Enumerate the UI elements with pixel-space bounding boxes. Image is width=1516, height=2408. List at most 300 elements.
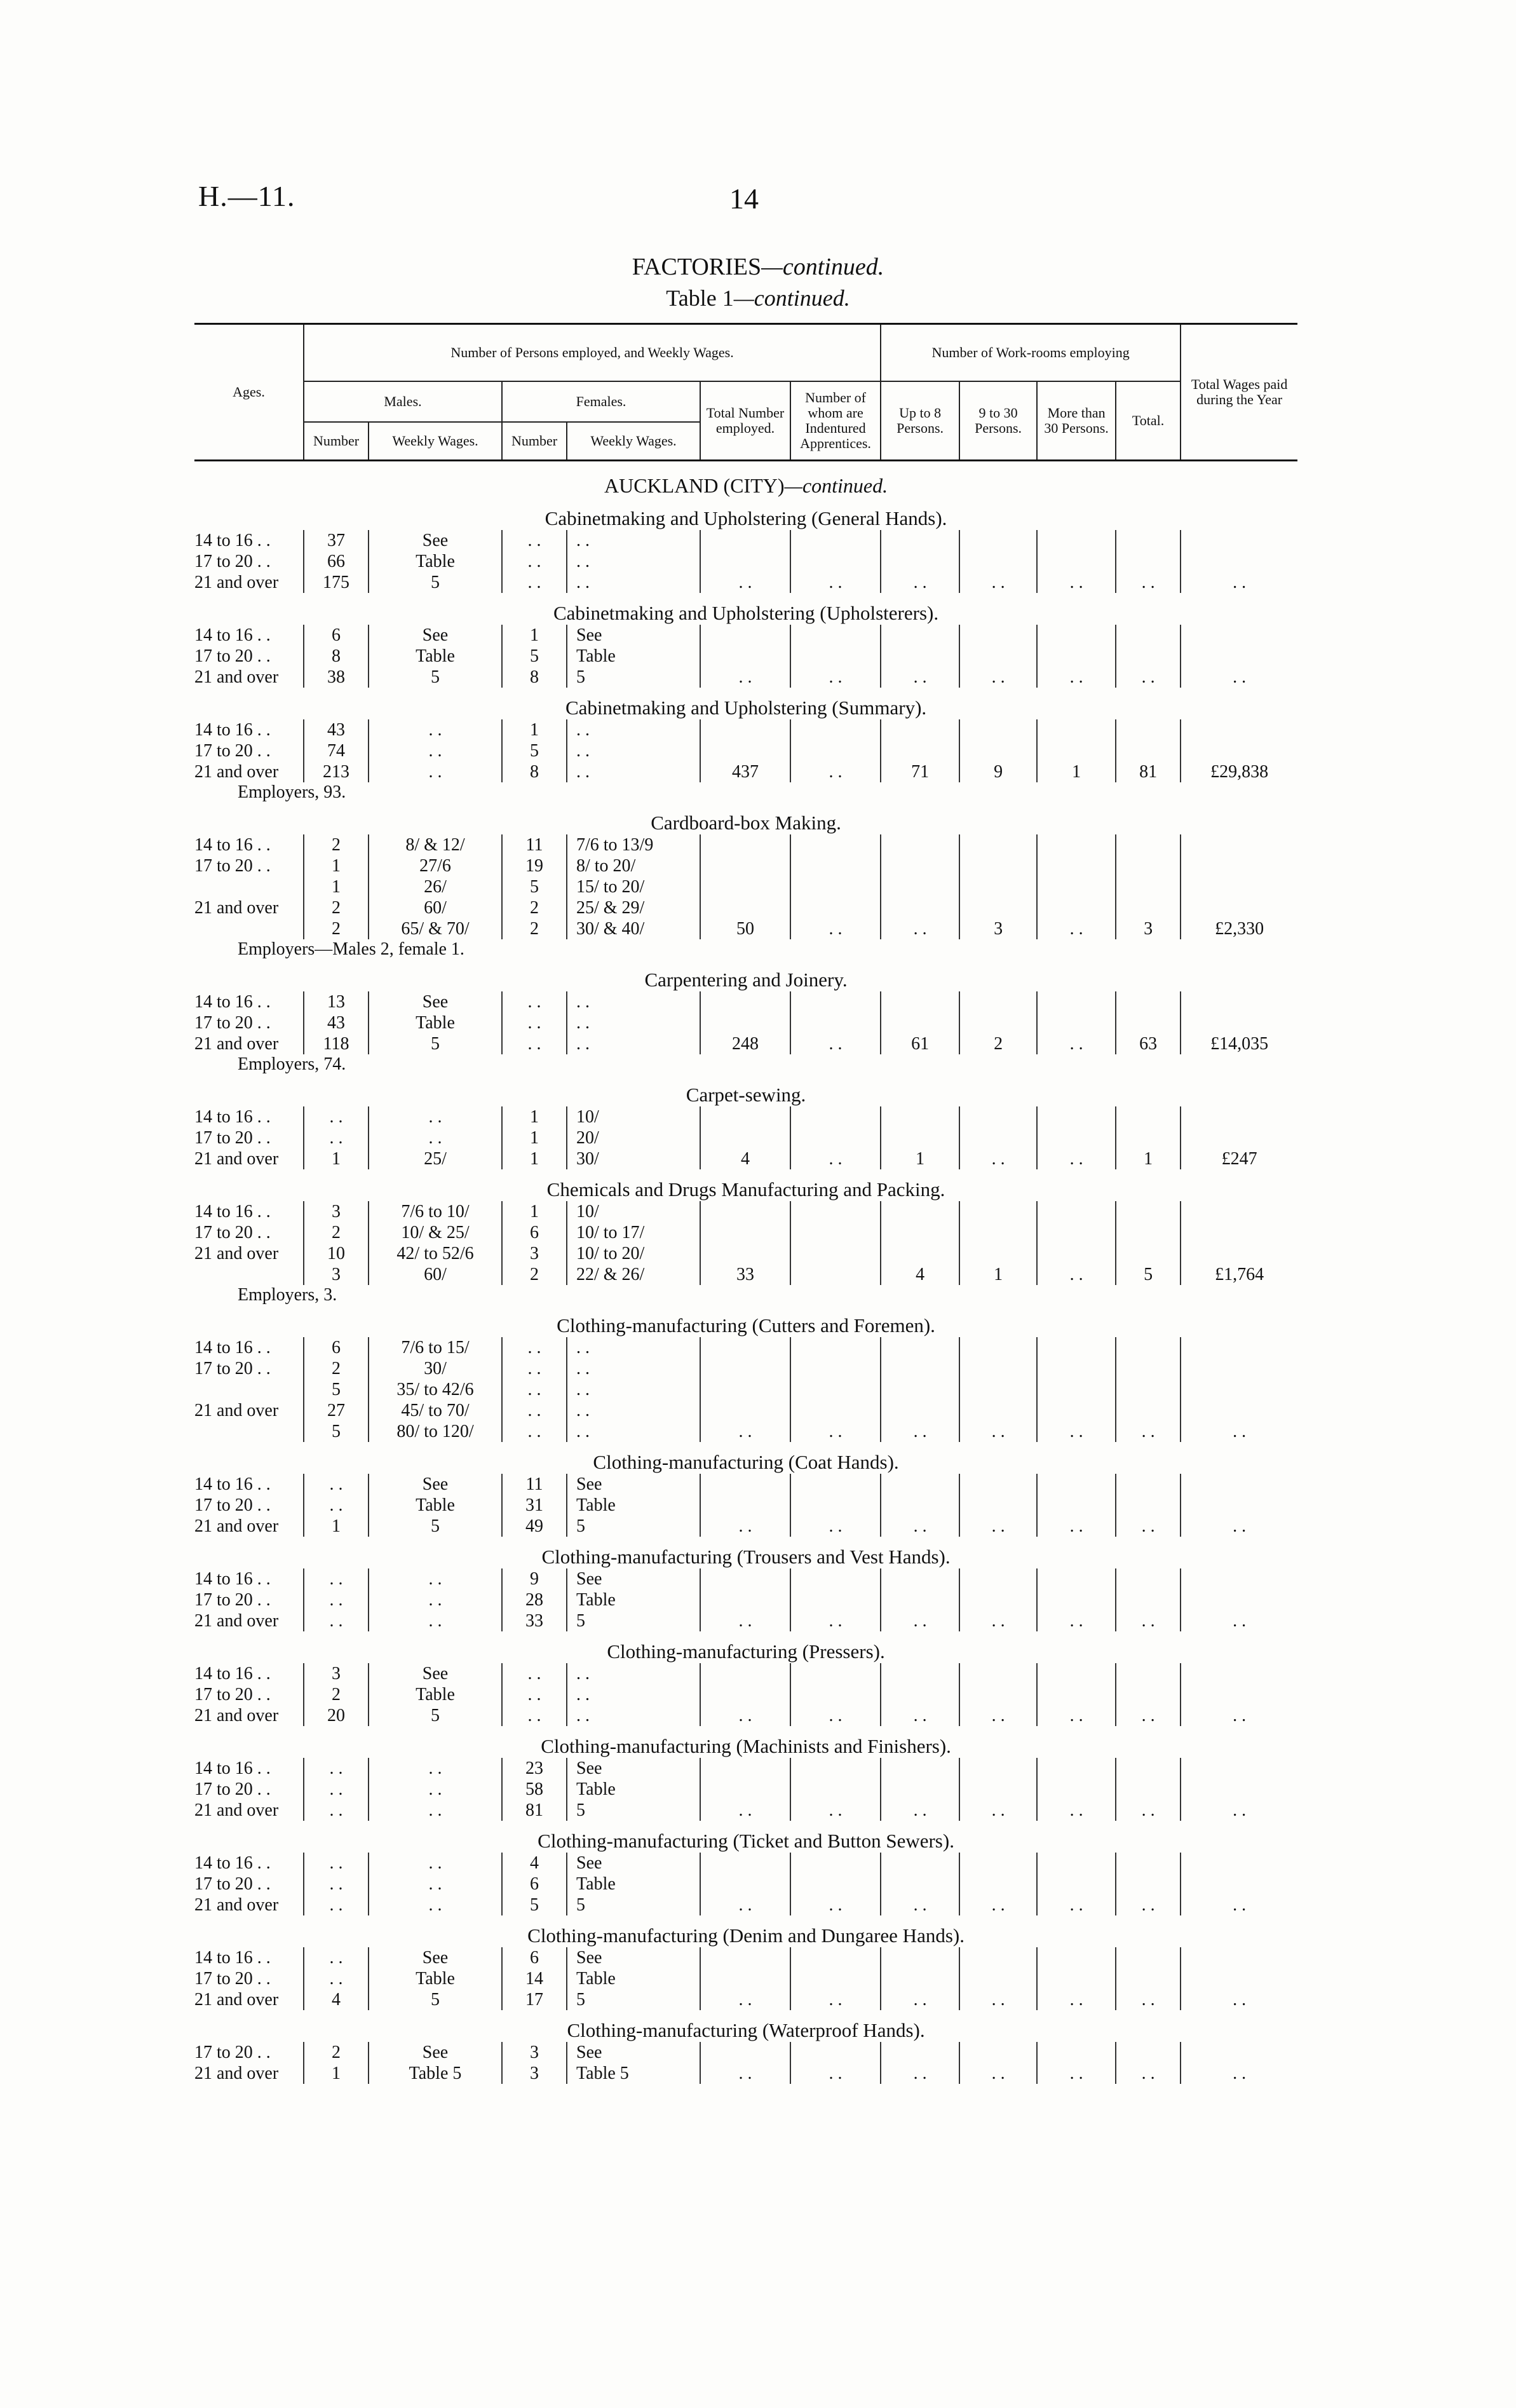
male-number-cell: 37 [304,530,369,551]
male-number-cell: . . [304,1758,369,1779]
female-wages-cell: 10/ [567,1106,700,1127]
more-than-30-cell [1037,1684,1116,1705]
female-number-cell: 49 [502,1516,567,1537]
up-to-8-cell [881,1474,959,1495]
female-number-cell: . . [502,1705,567,1726]
age-cell: 21 and over [194,1895,279,1915]
female-number-cell: 19 [502,855,567,876]
indentured-cell: . . [790,1148,881,1169]
indentured-cell [790,1012,881,1033]
up-to-8-cell [881,1779,959,1800]
age-cell: 17 to 20 . . [194,1874,271,1894]
table-row [194,1853,1297,1874]
more-than-30-cell [1037,1779,1116,1800]
up-to-8-cell [881,876,959,897]
age-cell: 17 to 20 . . [194,1685,271,1704]
total-employed-cell [700,1201,790,1222]
total-wages-cell [1181,551,1297,572]
female-number-cell: 1 [502,1148,567,1169]
workrooms-total-cell [1116,1201,1181,1222]
male-wages-cell: See [369,991,502,1012]
nine-to-30-cell [959,991,1037,1012]
total-wages-cell [1181,1243,1297,1264]
male-wages-cell: . . [369,1568,502,1589]
workrooms-total-cell [1116,1400,1181,1421]
more-than-30-cell: . . [1037,1800,1116,1821]
age-cell: 21 and over [194,1244,279,1263]
female-number-cell: 6 [502,1222,567,1243]
nine-to-30-cell [959,646,1037,667]
female-wages-cell: 5 [567,1894,700,1915]
age-cell: 21 and over [194,1800,279,1820]
age-cell: 14 to 16 . . [194,1338,271,1357]
workrooms-total-cell [1116,1474,1181,1495]
nine-to-30-cell [959,897,1037,918]
total-employed-cell [700,719,790,740]
up-to-8-cell: . . [881,2063,959,2084]
male-wages-cell: See [369,2042,502,2063]
indentured-cell: . . [790,761,881,782]
nine-to-30-cell [959,1663,1037,1684]
total-employed-cell: . . [700,1989,790,2010]
female-wages-cell: See [567,1853,700,1874]
table-row [194,1779,1297,1800]
total-wages-cell [1181,1663,1297,1684]
page-number: 14 [729,182,759,215]
more-than-30-cell [1037,1968,1116,1989]
table-row [194,855,1297,876]
workrooms-total-cell [1116,646,1181,667]
total-wages-cell: . . [1181,1894,1297,1915]
more-than-30-cell [1037,625,1116,646]
section-title: Clothing-manufacturing (Ticket and Button Sewers). [538,1830,954,1852]
female-number-cell: 11 [502,834,567,855]
table-row [194,1243,1297,1264]
header-ages: Ages. [194,324,304,461]
up-to-8-cell: . . [881,667,959,688]
total-wages-cell: £1,764 [1181,1264,1297,1285]
male-wages-cell: . . [369,1589,502,1610]
total-wages-cell [1181,1947,1297,1968]
section-heading-row [194,688,1297,719]
up-to-8-cell [881,719,959,740]
nine-to-30-cell: 9 [959,761,1037,782]
up-to-8-cell [881,855,959,876]
male-number-cell: 1 [304,876,369,897]
male-number-cell: 8 [304,646,369,667]
age-cell: 17 to 20 . . [194,1128,271,1148]
total-wages-cell [1181,1358,1297,1379]
more-than-30-cell: . . [1037,1894,1116,1915]
table-title [0,285,1516,311]
age-cell: 17 to 20 . . [194,1495,271,1515]
female-number-cell: 33 [502,1610,567,1631]
section-heading-row [194,960,1297,991]
total-employed-cell [700,1968,790,1989]
total-wages-cell: . . [1181,2063,1297,2084]
age-cell: 21 and over [194,898,279,918]
more-than-30-cell: . . [1037,1421,1116,1442]
age-cell: 14 to 16 . . [194,1948,271,1968]
table-row [194,1106,1297,1127]
up-to-8-cell [881,551,959,572]
table-row [194,1264,1297,1285]
age-cell [194,918,304,939]
up-to-8-cell [881,646,959,667]
total-wages-cell: . . [1181,1800,1297,1821]
nine-to-30-cell [959,625,1037,646]
age-cell: 21 and over [194,2064,279,2083]
age-cell: 14 to 16 . . [194,625,271,645]
male-wages-cell: . . [369,761,502,782]
nine-to-30-cell [959,1337,1037,1358]
male-wages-cell: . . [369,1894,502,1915]
up-to-8-cell: . . [881,1421,959,1442]
nine-to-30-cell: . . [959,1705,1037,1726]
document-title [0,253,1516,281]
table-row [194,2063,1297,2084]
nine-to-30-cell [959,740,1037,761]
workrooms-total-cell [1116,1127,1181,1148]
male-wages-cell: See [369,1947,502,1968]
indentured-cell: . . [790,1421,881,1442]
up-to-8-cell [881,1495,959,1516]
total-employed-cell [700,834,790,855]
total-employed-cell: . . [700,1800,790,1821]
female-wages-cell: . . [567,572,700,593]
total-employed-cell: 33 [700,1264,790,1285]
more-than-30-cell [1037,1874,1116,1894]
page-identifier: H.—11. [198,180,295,212]
indentured-cell: . . [790,2063,881,2084]
more-than-30-cell: . . [1037,918,1116,939]
workrooms-total-cell [1116,1853,1181,1874]
up-to-8-cell [881,1201,959,1222]
workrooms-total-cell [1116,551,1181,572]
more-than-30-cell [1037,855,1116,876]
section-title: Cardboard-box Making. [651,812,841,834]
up-to-8-cell: . . [881,1800,959,1821]
male-number-cell: 175 [304,572,369,593]
total-wages-cell [1181,719,1297,740]
female-number-cell: 23 [502,1758,567,1779]
total-wages-cell [1181,1853,1297,1874]
indentured-cell [790,1358,881,1379]
female-wages-cell: . . [567,1663,700,1684]
section-title: Clothing-manufacturing (Denim and Dungaree Hands). [527,1924,964,1947]
female-wages-cell: 5 [567,667,700,688]
female-number-cell: . . [502,530,567,551]
male-number-cell: 2 [304,1684,369,1705]
total-wages-cell [1181,1684,1297,1705]
header-up-to-8: Up to 8 Persons. [881,381,959,461]
up-to-8-cell: . . [881,1705,959,1726]
total-employed-cell: 4 [700,1148,790,1169]
employers-note: Employers, 3. [238,1285,337,1305]
more-than-30-cell: . . [1037,1989,1116,2010]
up-to-8-cell [881,1337,959,1358]
male-wages-cell: 5 [369,572,502,593]
male-number-cell: 20 [304,1705,369,1726]
up-to-8-cell [881,1684,959,1705]
workrooms-total-cell: . . [1116,572,1181,593]
table-row [194,1663,1297,1684]
female-wages-cell: Table [567,1589,700,1610]
total-employed-cell [700,1106,790,1127]
age-cell [194,1421,304,1442]
more-than-30-cell: . . [1037,1148,1116,1169]
table-row [194,1589,1297,1610]
up-to-8-cell: 4 [881,1264,959,1285]
total-wages-cell [1181,1589,1297,1610]
female-number-cell: . . [502,1033,567,1054]
table-row [194,1684,1297,1705]
indentured-cell [790,991,881,1012]
age-cell: 17 to 20 . . [194,552,271,571]
male-number-cell: 4 [304,1989,369,2010]
female-number-cell: 2 [502,897,567,918]
more-than-30-cell: . . [1037,1516,1116,1537]
female-wages-cell: 5 [567,1800,700,1821]
nine-to-30-cell [959,2042,1037,2063]
male-wages-cell: 5 [369,1989,502,2010]
male-number-cell: 5 [304,1421,369,1442]
female-wages-cell: . . [567,1337,700,1358]
nine-to-30-cell: 1 [959,1264,1037,1285]
age-cell: 21 and over [194,1706,279,1725]
more-than-30-cell [1037,1853,1116,1874]
up-to-8-cell [881,1012,959,1033]
total-wages-cell [1181,1012,1297,1033]
male-wages-cell: . . [369,1874,502,1894]
nine-to-30-cell [959,1853,1037,1874]
up-to-8-cell [881,834,959,855]
section-title: Clothing-manufacturing (Trousers and Vest Hands). [541,1546,951,1568]
section-title: Carpet-sewing. [686,1084,806,1106]
male-wages-cell: 5 [369,667,502,688]
table-row [194,530,1297,551]
total-employed-cell [700,1127,790,1148]
nine-to-30-cell [959,1874,1037,1894]
male-wages-cell: 10/ & 25/ [369,1222,502,1243]
table-row [194,1989,1297,2010]
indentured-cell [790,1400,881,1421]
age-cell: 17 to 20 . . [194,1779,271,1799]
section-title: Chemicals and Drugs Manufacturing and Packing. [546,1178,945,1201]
male-wages-cell: . . [369,1758,502,1779]
total-wages-cell [1181,1379,1297,1400]
title-main-cont: —continued. [761,254,884,280]
up-to-8-cell [881,1222,959,1243]
female-wages-cell: 22/ & 26/ [567,1264,700,1285]
male-number-cell: 1 [304,855,369,876]
male-wages-cell: See [369,1474,502,1495]
male-number-cell: . . [304,1947,369,1968]
female-wages-cell: See [567,2042,700,2063]
male-number-cell: 1 [304,2063,369,2084]
table-row [194,918,1297,939]
workrooms-total-cell [1116,1874,1181,1894]
employers-row [194,1054,1297,1075]
workrooms-total-cell [1116,1243,1181,1264]
female-number-cell: 2 [502,1264,567,1285]
male-number-cell: 5 [304,1379,369,1400]
female-wages-cell: Table [567,646,700,667]
female-number-cell: 9 [502,1568,567,1589]
female-wages-cell: . . [567,740,700,761]
male-number-cell: 43 [304,719,369,740]
table-row [194,1201,1297,1222]
age-cell: 14 to 16 . . [194,531,271,550]
nine-to-30-cell [959,1968,1037,1989]
table-row [194,1358,1297,1379]
male-wages-cell: 5 [369,1516,502,1537]
female-number-cell: 8 [502,761,567,782]
more-than-30-cell [1037,740,1116,761]
female-number-cell: 31 [502,1495,567,1516]
nine-to-30-cell [959,1495,1037,1516]
up-to-8-cell: 1 [881,1148,959,1169]
nine-to-30-cell [959,1222,1037,1243]
up-to-8-cell: . . [881,1989,959,2010]
female-wages-cell: . . [567,1421,700,1442]
female-number-cell: 3 [502,2063,567,2084]
header-total-wages: Total Wages paid during the Year [1181,324,1297,461]
indentured-cell [790,1874,881,1894]
nine-to-30-cell [959,1012,1037,1033]
workrooms-total-cell [1116,876,1181,897]
female-number-cell: 5 [502,646,567,667]
male-wages-cell: 65/ & 70/ [369,918,502,939]
male-number-cell: . . [304,1568,369,1589]
total-wages-cell [1181,1779,1297,1800]
more-than-30-cell: . . [1037,1264,1116,1285]
total-employed-cell [700,646,790,667]
female-number-cell: 2 [502,918,567,939]
table-row [194,1610,1297,1631]
male-wages-cell: . . [369,1853,502,1874]
up-to-8-cell: . . [881,918,959,939]
header-male-number: Number [304,422,369,461]
nine-to-30-cell: 2 [959,1033,1037,1054]
female-wages-cell: . . [567,1400,700,1421]
workrooms-total-cell [1116,834,1181,855]
female-number-cell: . . [502,1337,567,1358]
nine-to-30-cell [959,1243,1037,1264]
table-row [194,991,1297,1012]
male-number-cell: 13 [304,991,369,1012]
female-wages-cell: See [567,625,700,646]
location-heading [194,461,1297,499]
male-wages-cell: . . [369,740,502,761]
table-row [194,1337,1297,1358]
female-wages-cell: . . [567,991,700,1012]
workrooms-total-cell: . . [1116,1989,1181,2010]
nine-to-30-cell: . . [959,1800,1037,1821]
table-row [194,897,1297,918]
indentured-cell [790,1474,881,1495]
employers-row [194,939,1297,960]
nine-to-30-cell [959,876,1037,897]
indentured-cell [790,740,881,761]
section-title: Cabinetmaking and Upholstering (Summary). [565,697,927,719]
table-row [194,740,1297,761]
header-9-to-30: 9 to 30 Persons. [959,381,1037,461]
nine-to-30-cell [959,1127,1037,1148]
workrooms-total-cell [1116,625,1181,646]
nine-to-30-cell [959,1106,1037,1127]
up-to-8-cell [881,530,959,551]
nine-to-30-cell [959,1947,1037,1968]
female-number-cell: 6 [502,1947,567,1968]
nine-to-30-cell [959,1474,1037,1495]
more-than-30-cell [1037,1012,1116,1033]
total-employed-cell: . . [700,572,790,593]
total-wages-cell [1181,1568,1297,1589]
location-cont: —continued. [784,474,888,497]
female-number-cell: . . [502,1012,567,1033]
age-cell: 17 to 20 . . [194,646,271,666]
age-cell: 17 to 20 . . [194,1223,271,1242]
male-number-cell: . . [304,1968,369,1989]
workrooms-total-cell [1116,1968,1181,1989]
up-to-8-cell [881,1968,959,1989]
table-row [194,1033,1297,1054]
female-wages-cell: . . [567,761,700,782]
nine-to-30-cell [959,1201,1037,1222]
workrooms-total-cell: 81 [1116,761,1181,782]
female-number-cell: 28 [502,1589,567,1610]
up-to-8-cell: . . [881,1894,959,1915]
table-row [194,1800,1297,1821]
age-cell: 14 to 16 . . [194,835,271,855]
more-than-30-cell [1037,2042,1116,2063]
total-wages-cell [1181,991,1297,1012]
more-than-30-cell [1037,1589,1116,1610]
female-wages-cell: Table [567,1779,700,1800]
table-row [194,834,1297,855]
nine-to-30-cell [959,1589,1037,1610]
section-heading-row [194,1442,1297,1474]
total-employed-cell [700,625,790,646]
male-wages-cell: See [369,625,502,646]
header-total-employed: Total Number employed. [700,381,790,461]
male-number-cell: . . [304,1894,369,1915]
up-to-8-cell [881,897,959,918]
section-heading-row [194,1726,1297,1758]
female-number-cell: 17 [502,1989,567,2010]
workrooms-total-cell [1116,1379,1181,1400]
up-to-8-cell [881,1663,959,1684]
indentured-cell: . . [790,1516,881,1537]
male-wages-cell: 27/6 [369,855,502,876]
indentured-cell [790,1379,881,1400]
age-cell: 14 to 16 . . [194,1202,271,1221]
total-employed-cell [700,1684,790,1705]
more-than-30-cell [1037,1474,1116,1495]
up-to-8-cell: . . [881,572,959,593]
nine-to-30-cell [959,1568,1037,1589]
female-number-cell: 1 [502,1106,567,1127]
male-wages-cell: 5 [369,1705,502,1726]
total-wages-cell [1181,1495,1297,1516]
table-row [194,1968,1297,1989]
male-number-cell: 10 [304,1243,369,1264]
male-number-cell: 66 [304,551,369,572]
workrooms-total-cell: . . [1116,1516,1181,1537]
more-than-30-cell [1037,530,1116,551]
title-main: FACTORIES [632,254,762,280]
